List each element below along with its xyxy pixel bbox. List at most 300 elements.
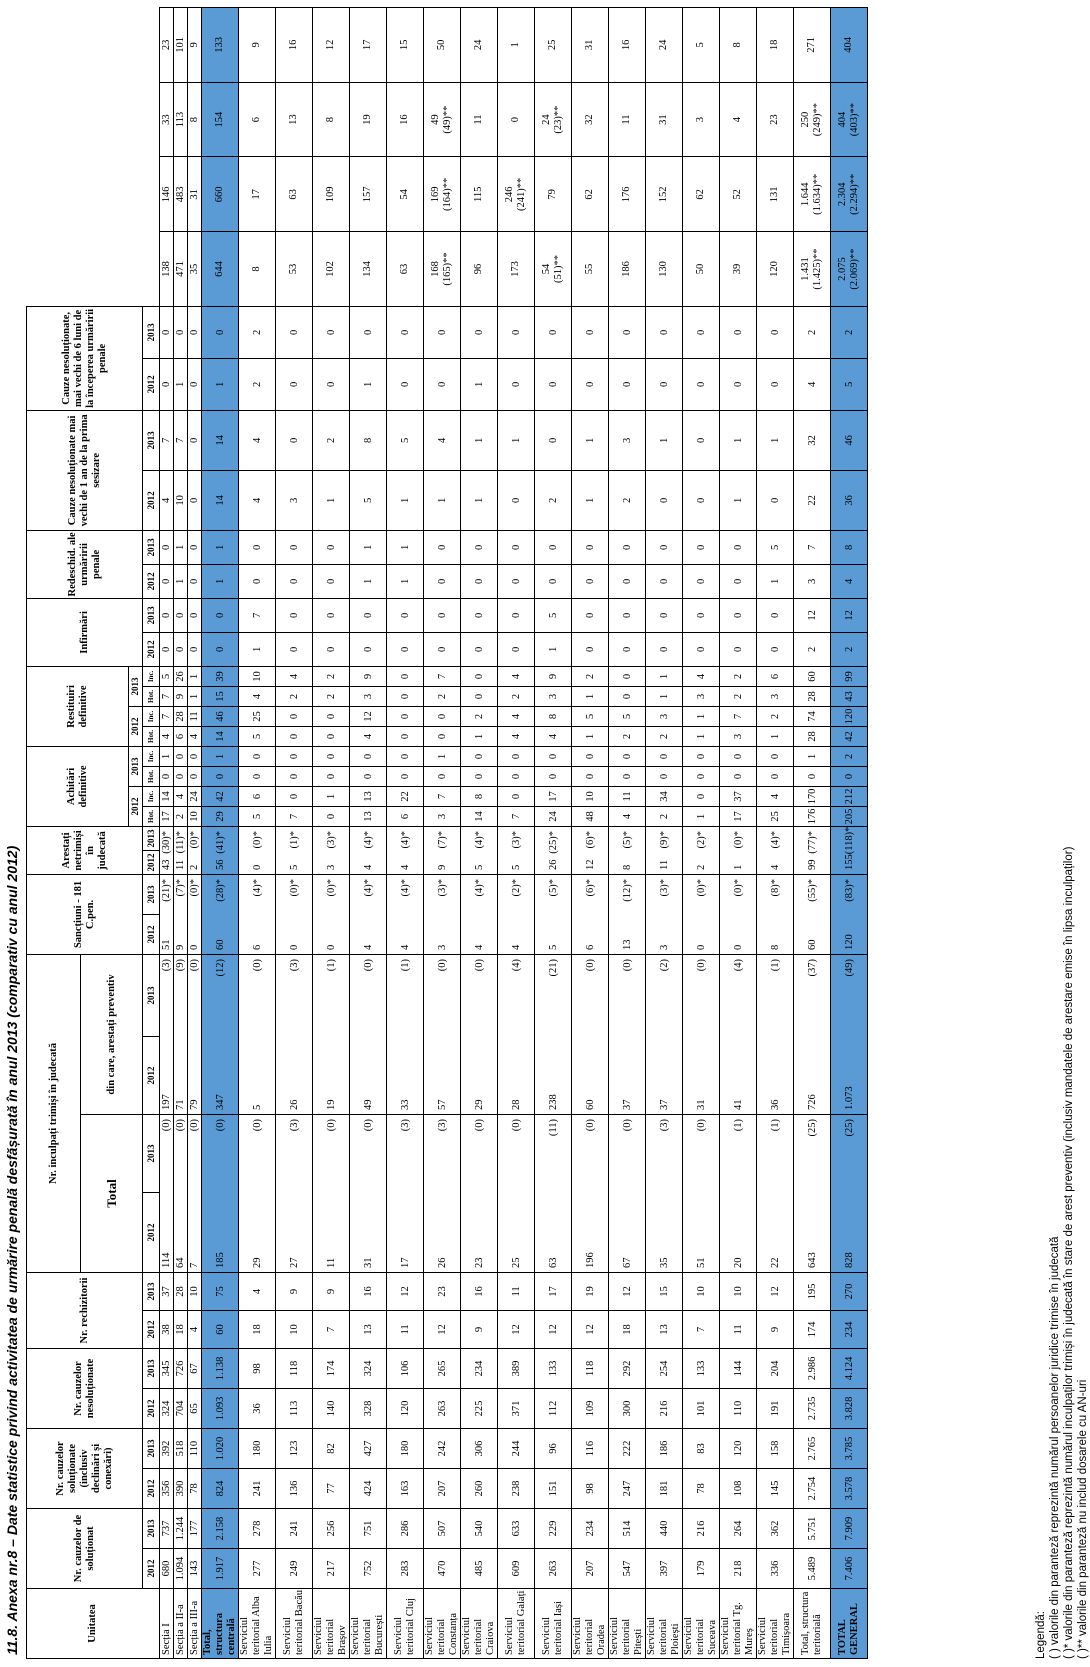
data-cell: 241: [239, 1469, 276, 1509]
data-cell: 4: [609, 806, 646, 826]
restituiri-cell: 5: [535, 598, 572, 632]
achitari-cell: 3: [646, 706, 683, 726]
data-cell: 2: [646, 806, 683, 826]
data-cell: 371: [498, 1388, 535, 1428]
achitari-cell: 4: [350, 726, 387, 746]
data-cell: 1: [160, 746, 174, 766]
cell-value: 113: [174, 111, 186, 128]
pair-wrapper: [733, 828, 744, 873]
pair-wrapper: [474, 828, 485, 873]
cell-stack: [547, 9, 559, 81]
header-restituiri-2013: 2013: [129, 666, 143, 706]
pair-cell: [572, 954, 609, 1114]
achitari-cell: 0: [313, 726, 350, 746]
cell-stack: [399, 233, 411, 305]
cell-stack: [473, 84, 485, 156]
pair-cell: [387, 874, 424, 954]
pair-cell: [535, 826, 572, 874]
pair-value: 26: [547, 859, 559, 870]
data-cell: 9: [757, 1310, 794, 1348]
data-cell: 11: [498, 1272, 535, 1310]
achitari-cell: 2: [757, 706, 794, 726]
redeschideri-cell: 1: [461, 358, 498, 410]
data-cell: 0: [350, 746, 387, 766]
pair-paren-value: (0)*: [732, 830, 744, 849]
header-de-solutionat: Nr. cauzelor de soluționat: [27, 1509, 143, 1589]
data-cell: 216: [646, 1388, 683, 1428]
pair-cell: [188, 874, 202, 954]
pair-paren-value: (2): [658, 958, 670, 972]
data-cell: 180: [387, 1428, 424, 1468]
cauze-1-an-cell: [350, 232, 387, 307]
data-cell: 113: [276, 1388, 313, 1428]
cell-stack: [214, 9, 226, 81]
infirmari-cell: 1: [424, 470, 461, 530]
pair-value: 5: [251, 1104, 263, 1110]
cauze-6-luni-cell: [757, 82, 794, 157]
restituiri-cell: 0: [572, 564, 609, 598]
achitari-cell: 120: [831, 706, 868, 726]
pair-cell: [794, 1114, 831, 1272]
restituiri-cell: 1: [387, 564, 424, 598]
restituiri-cell: 0: [609, 530, 646, 564]
pair-wrapper: [696, 1116, 707, 1271]
cell-stack: [621, 9, 633, 81]
achitari-cell: 4: [276, 666, 313, 686]
data-cell: 752: [350, 1549, 387, 1589]
cell-stack: [732, 233, 744, 305]
pair-value: 25: [510, 1257, 522, 1268]
restituiri-cell: 0: [424, 632, 461, 666]
cell-stack: [510, 233, 522, 305]
table-body: [27, 8, 868, 1659]
cauze-1-an-cell: [160, 157, 174, 232]
cell-stack: [769, 233, 781, 305]
table-row: [313, 8, 350, 1659]
redeschideri-cell: 0: [174, 306, 188, 358]
redeschideri-cell: 0: [757, 306, 794, 358]
pair-wrapper: [289, 1116, 300, 1271]
pair-value: 643: [806, 1252, 818, 1268]
pair-cell: [831, 1114, 868, 1272]
cell-stack: [288, 233, 300, 305]
redeschideri-cell: 0: [313, 306, 350, 358]
cauze-1-an-cell: [276, 232, 313, 307]
cell-stack: [732, 158, 744, 230]
restituiri-cell: 0: [683, 530, 720, 564]
restituiri-cell: 0: [720, 564, 757, 598]
redeschideri-cell: 0: [609, 358, 646, 410]
redeschideri-cell: 0: [461, 306, 498, 358]
pair-paren-value: (2)*: [510, 878, 522, 897]
redeschideri-cell: 0: [498, 306, 535, 358]
pair-wrapper: [326, 956, 337, 1113]
achitari-cell: 1: [572, 726, 609, 746]
pair-value: 13: [621, 939, 633, 950]
redeschideri-cell: 2: [239, 306, 276, 358]
pair-cell: [831, 874, 868, 954]
header-cauze-1-an: Cauze nesoluționate mai vechi de 1 an de la prima sesizare: [27, 410, 143, 530]
pair-value: 196: [584, 1252, 596, 1268]
cauze-6-luni-cell: [387, 82, 424, 157]
pair-paren-value: (0)*: [325, 878, 337, 897]
pair-value: 0: [189, 944, 200, 950]
pair-cell: [202, 954, 239, 1114]
pair-cell: [572, 826, 609, 874]
data-cell: 136: [276, 1469, 313, 1509]
data-cell: 0: [609, 766, 646, 786]
achitari-cell: 3: [535, 686, 572, 706]
cauze-6-luni-cell: [313, 82, 350, 157]
restituiri-cell: 0: [188, 598, 202, 632]
pair-cell: [174, 826, 188, 874]
header-row-years: [143, 8, 160, 1659]
data-cell: 324: [160, 1388, 174, 1428]
pair-value: 197: [161, 1094, 172, 1110]
row-unit-name: Serviciul teritorial Alba Iulia: [239, 1589, 276, 1659]
redeschideri-cell: 0: [202, 306, 239, 358]
cauze-1-an-cell: [461, 157, 498, 232]
data-cell: 0: [720, 746, 757, 766]
restituiri-cell: 1: [387, 530, 424, 564]
data-cell: 0: [535, 746, 572, 766]
cell-paren-value: (165)**: [442, 252, 453, 286]
data-cell: 18: [239, 1310, 276, 1348]
data-cell: 4.124: [831, 1348, 868, 1388]
achitari-cell: 7: [424, 666, 461, 686]
achitari-cell: 0: [609, 686, 646, 706]
data-cell: 120: [720, 1428, 757, 1468]
data-cell: 83: [683, 1428, 720, 1468]
cell-value: 13: [288, 114, 299, 125]
redeschideri-cell: 0: [757, 358, 794, 410]
pair-wrapper: [585, 828, 596, 873]
cauze-6-luni-cell: [609, 82, 646, 157]
pair-paren-value: (21): [547, 958, 559, 977]
achitari-cell: 42: [831, 726, 868, 746]
pair-paren-value: (118)*: [843, 826, 855, 855]
data-cell: 328: [350, 1388, 387, 1428]
cell-value: 12: [325, 39, 336, 51]
data-cell: 397: [646, 1549, 683, 1589]
restituiri-cell: 0: [757, 598, 794, 632]
restituiri-cell: 2: [794, 632, 831, 666]
cauze-1-an-cell: [387, 232, 424, 307]
cell-value: 138: [160, 261, 172, 277]
cell-stack: [175, 9, 187, 81]
infirmari-cell: 2: [313, 410, 350, 470]
data-cell: 3.828: [831, 1388, 868, 1428]
data-cell: 0: [461, 746, 498, 766]
cell-value: 23: [160, 39, 172, 51]
data-cell: 424: [350, 1469, 387, 1509]
pair-value: 0: [732, 944, 744, 950]
data-cell: 241: [276, 1509, 313, 1549]
restituiri-cell: 3: [794, 564, 831, 598]
cell-value: 31: [584, 39, 595, 51]
cell-value: 54: [399, 189, 410, 200]
pair-wrapper: [437, 876, 448, 953]
achitari-cell: 2: [461, 706, 498, 726]
data-cell: 195: [794, 1272, 831, 1310]
pair-cell: [313, 954, 350, 1114]
cell-value: 35: [188, 263, 200, 275]
table-row: [498, 8, 535, 1659]
cell-value: 63: [288, 189, 299, 200]
cell-stack: [769, 84, 781, 156]
data-cell: 143: [188, 1549, 202, 1589]
data-cell: 158: [757, 1428, 794, 1468]
cell-stack: [473, 9, 485, 81]
data-cell: 1: [202, 746, 239, 766]
cell-value: 130: [658, 261, 669, 277]
pair-paren-value: (6)*: [584, 878, 596, 897]
cell-value: 2.075: [837, 257, 848, 281]
redeschideri-cell: 0: [276, 358, 313, 410]
data-cell: 0: [461, 766, 498, 786]
data-cell: 10: [720, 1272, 757, 1310]
cell-value: 96: [473, 263, 484, 275]
header-cauze-6-luni-2013: 2013: [143, 306, 160, 358]
data-cell: 247: [609, 1469, 646, 1509]
table-row: [424, 8, 461, 1659]
cell-stack: [504, 158, 528, 230]
infirmari-cell: 3: [609, 410, 646, 470]
data-cell: 0: [276, 746, 313, 766]
cauze-1-an-cell: [202, 157, 239, 232]
data-cell: 7.909: [831, 1509, 868, 1549]
pair-wrapper: [696, 876, 707, 953]
restituiri-cell: 5: [757, 530, 794, 564]
data-cell: 77: [313, 1469, 350, 1509]
redeschideri-cell: 0: [646, 306, 683, 358]
infirmari-cell: 1: [387, 470, 424, 530]
pair-cell: [646, 874, 683, 954]
pair-paren-value: (2)*: [695, 830, 707, 849]
pair-paren-value: (25)*: [547, 830, 559, 854]
cauze-6-luni-cell: [424, 82, 461, 157]
header-achitari-hot-0: Hot.: [143, 806, 160, 826]
table-row: [174, 8, 188, 1659]
cell-stack: [695, 158, 707, 230]
cauze-1-an-cell: [609, 157, 646, 232]
achitari-cell: 0: [387, 686, 424, 706]
pair-cell: [461, 874, 498, 954]
data-cell: 1: [683, 806, 720, 826]
pair-value: 5: [510, 864, 522, 870]
data-cell: 180: [239, 1428, 276, 1468]
pair-paren-value: (0): [161, 1118, 172, 1132]
data-cell: 174: [313, 1348, 350, 1388]
pair-cell: [424, 1114, 461, 1272]
row-unit-name: Serviciul teritorial Timișoara: [757, 1589, 794, 1659]
cell-stack: [800, 84, 824, 156]
infirmari-cell: 8: [350, 410, 387, 470]
cauze-6-luni-cell: [350, 82, 387, 157]
data-cell: 0: [387, 746, 424, 766]
pair-wrapper: [659, 1116, 670, 1271]
pair-paren-value: (1): [399, 958, 411, 972]
infirmari-cell: 14: [202, 410, 239, 470]
data-cell: 440: [646, 1509, 683, 1549]
pair-value: 0: [288, 944, 300, 950]
restituiri-cell: 0: [461, 632, 498, 666]
data-cell: 824: [202, 1469, 239, 1509]
row-unit-name: Serviciul teritorial Galați: [498, 1589, 535, 1659]
pair-cell: [461, 954, 498, 1114]
achitari-cell: 0: [387, 706, 424, 726]
pair-value: 71: [175, 1099, 186, 1110]
cauze-6-luni-cell: [646, 8, 683, 83]
achitari-cell: 1: [646, 686, 683, 706]
pair-paren-value: (49): [843, 958, 855, 977]
data-cell: 356: [160, 1469, 174, 1509]
pair-cell: [609, 826, 646, 874]
redeschideri-cell: 0: [276, 306, 313, 358]
header-arestati-2013: 2013: [143, 954, 160, 1036]
pair-wrapper: [189, 876, 200, 953]
data-cell: 151: [535, 1469, 572, 1509]
header-achitari-2012: 2012: [129, 786, 143, 826]
pair-paren-value: (4)*: [251, 878, 263, 897]
restituiri-cell: 0: [387, 598, 424, 632]
pair-cell: [160, 954, 174, 1114]
pair-value: 60: [214, 939, 226, 950]
data-cell: 244: [498, 1428, 535, 1468]
row-unit-name: Serviciul teritorial Cluj: [387, 1589, 424, 1659]
pair-wrapper: [622, 956, 633, 1113]
pair-value: 31: [695, 1099, 707, 1110]
cell-value: 33: [160, 114, 172, 125]
data-cell: 7: [313, 1310, 350, 1348]
pair-wrapper: [161, 956, 172, 1113]
pair-wrapper: [363, 828, 374, 873]
pair-paren-value: (5)*: [621, 830, 633, 849]
restituiri-cell: 0: [160, 564, 174, 598]
pair-paren-value: (0): [362, 1118, 374, 1132]
pair-wrapper: [548, 1116, 559, 1271]
pair-wrapper: [733, 1116, 744, 1271]
data-cell: 18: [609, 1310, 646, 1348]
header-infirmari-2013: 2013: [143, 598, 160, 632]
restituiri-cell: 0: [160, 632, 174, 666]
header-rechizitorii-2012: 2012: [143, 1310, 160, 1348]
pair-paren-value: (0): [214, 1118, 226, 1132]
cell-value: 154: [214, 111, 225, 128]
pair-wrapper: [474, 876, 485, 953]
pair-value: 8: [769, 944, 781, 950]
data-cell: 120: [387, 1388, 424, 1428]
data-cell: 191: [757, 1388, 794, 1428]
data-cell: 0: [646, 746, 683, 766]
cell-stack: [362, 84, 374, 156]
cauze-1-an-cell: [188, 232, 202, 307]
data-cell: 0: [350, 766, 387, 786]
cell-stack: [214, 84, 226, 156]
header-solutionate: Nr. cauzelor soluționate (inclusiv declinări și conexări): [27, 1428, 143, 1508]
redeschideri-cell: 0: [313, 358, 350, 410]
row-unit-name: Total, structura teritorială: [794, 1589, 831, 1659]
pair-value: 11: [175, 859, 186, 870]
pair-wrapper: [511, 828, 522, 873]
pair-wrapper: [807, 956, 818, 1113]
data-cell: 229: [535, 1509, 572, 1549]
cell-value: 404: [837, 111, 848, 128]
pair-value: 9: [175, 944, 186, 950]
pair-paren-value: (4)*: [473, 830, 485, 849]
cell-paren-value: (49)**: [442, 105, 453, 134]
pair-value: 828: [843, 1252, 855, 1268]
cell-stack: [251, 84, 263, 156]
cauze-1-an-cell: [174, 232, 188, 307]
pair-paren-value: (12)*: [621, 878, 633, 902]
header-de-solutionat-2013: 2013: [143, 1509, 160, 1549]
data-cell: 13: [350, 806, 387, 826]
data-cell: 37: [720, 786, 757, 806]
restituiri-cell: 0: [609, 598, 646, 632]
cauze-6-luni-cell: [174, 82, 188, 157]
cell-value: 8: [732, 42, 743, 48]
row-unit-name: TOTAL GENERAL: [831, 1589, 868, 1659]
data-cell: 389: [498, 1348, 535, 1388]
pair-wrapper: [585, 876, 596, 953]
cauze-1-an-cell: [461, 232, 498, 307]
pair-wrapper: [733, 876, 744, 953]
restituiri-cell: 0: [313, 564, 350, 598]
redeschideri-cell: 0: [572, 358, 609, 410]
data-cell: 3: [424, 806, 461, 826]
achitari-cell: 25: [239, 706, 276, 726]
cauze-6-luni-cell: [160, 82, 174, 157]
pair-value: 155: [843, 854, 855, 870]
data-cell: 238: [498, 1469, 535, 1509]
data-cell: 0: [572, 746, 609, 766]
pair-cell: [350, 826, 387, 874]
data-cell: 177: [188, 1509, 202, 1549]
cell-value: 2.304: [837, 182, 848, 207]
data-cell: 264: [720, 1509, 757, 1549]
infirmari-cell: 1: [572, 410, 609, 470]
legend: [1034, 59, 1090, 1659]
pair-cell: [387, 954, 424, 1114]
restituiri-cell: 0: [461, 530, 498, 564]
data-cell: 5: [239, 806, 276, 826]
restituiri-cell: 12: [794, 598, 831, 632]
cell-value: 115: [473, 186, 484, 202]
data-cell: 29: [202, 806, 239, 826]
achitari-cell: 0: [313, 706, 350, 726]
data-cell: 179: [683, 1549, 720, 1589]
data-cell: 254: [646, 1348, 683, 1388]
pair-paren-value: (9): [175, 958, 186, 972]
data-cell: 514: [609, 1509, 646, 1549]
pair-wrapper: [189, 828, 200, 873]
pair-value: 7: [189, 1262, 200, 1268]
pair-value: 1.073: [843, 1086, 855, 1110]
cauze-1-an-cell: [387, 157, 424, 232]
pair-paren-value: (0): [584, 958, 596, 972]
pair-cell: [572, 874, 609, 954]
pair-paren-value: (1): [769, 958, 781, 972]
pair-value: 3: [436, 944, 448, 950]
cell-stack: [584, 158, 596, 230]
data-cell: 751: [350, 1509, 387, 1549]
restituiri-cell: 0: [720, 632, 757, 666]
header-cauze-1-an-2012: 2012: [143, 470, 160, 530]
pair-cell: [188, 826, 202, 874]
redeschideri-cell: 0: [498, 358, 535, 410]
achitari-cell: 0: [424, 706, 461, 726]
